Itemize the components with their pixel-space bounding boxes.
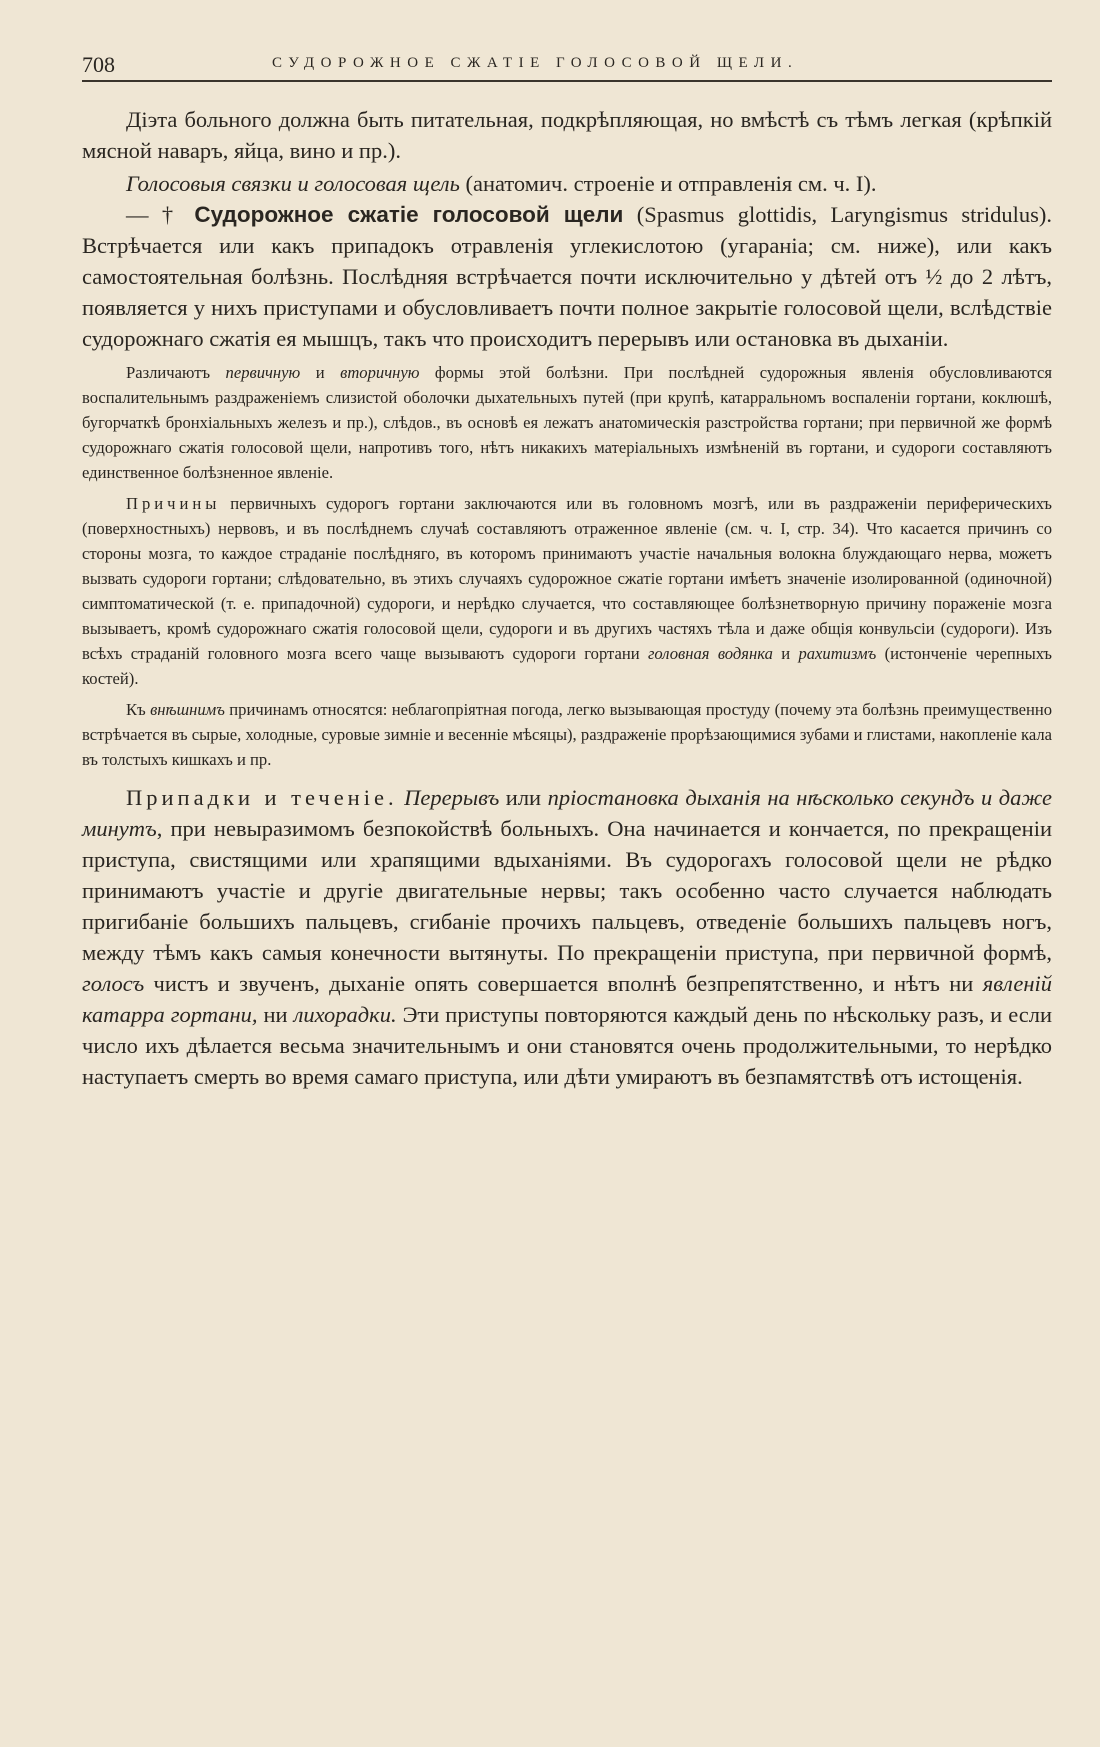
- subheading-causes: Причины: [126, 494, 221, 513]
- paragraph-causes: Причины первичныхъ судорогъ гортани заключаются или въ головномъ мозгѣ, или въ раздраженіи периферическихъ (поверхностныхъ) нервовъ, и въ послѣднемъ случаѣ составляютъ отраженное явленіе (см. ч. I, стр. 34). Что касается причинъ со стороны мозга, то каждое страданіе послѣдняго, въ которомъ принимаютъ участіе начальныя волокна блуждающаго нерва, можетъ вызвать судороги гортани; слѣдовательно, въ этихъ случаяхъ судорожное сжатіе гортани имѣетъ значеніе изолированной (одиночной) симптоматической (т. е. припадочной) судороги, и нерѣдко случается, что составляющее болѣзнетворную причину пораженіе мозга вызываетъ, кромѣ судорожнаго сжатія голосовой щели, судороги и въ другихъ частяхъ тѣла и даже общія конвульсіи (судороги). Изъ всѣхъ страданій головного мозга всего чаще вызываютъ судороги гортани головная водянка и рахитизмъ (истонченіе черепныхъ костей).: [82, 494, 1052, 688]
- paragraph-diet: Діэта больного должна быть питательная, подкрѣпляющая, но вмѣстѣ съ тѣмъ легкая (крѣпкій мясной наваръ, яйца, вино и пр.).: [82, 107, 1052, 163]
- page-number: 708: [82, 52, 115, 77]
- article-heading: Судорожное сжатіе голосовой щели: [194, 202, 624, 227]
- running-title: СУДОРОЖНОЕ СЖАТІЕ ГОЛОСОВОЙ ЩЕЛИ.: [272, 55, 799, 71]
- dagger-mark: — †: [126, 202, 195, 227]
- paragraph-symptoms: Припадки и теченіе. Перерывъ или пріостановка дыханія на нѣсколько секундъ и даже минутъ, при невыразимомъ безпокойствѣ больныхъ. Она начинается и кончается, по прекращеніи приступа, свистящими или храпящими вдыханіями. Въ судорогахъ голосовой щели не рѣдко принимаютъ участіе и другіе двигательные нервы; такъ особенно часто случается наблюдать пригибаніе большихъ пальцевъ, сгибаніе прочихъ пальцевъ, отведеніе большихъ пальцевъ ногъ, между тѣмъ какъ самыя конечности вытянуты. По прекращеніи приступа, при первичной формѣ, голосъ чистъ и звученъ, дыханіе опять совершается вполнѣ безпрепятственно, и нѣтъ ни явленій катарра гортани, ни лихорадки. Эти приступы повторяются каждый день по нѣскольку разъ, и если число ихъ дѣлается весьма значительнымъ и они становятся очень продолжительными, то нерѣдко наступаетъ смерть во время самаго приступа, или дѣти умираютъ въ безпамятствѣ отъ истощенія.: [82, 785, 1053, 1089]
- page-header: [82, 52, 1052, 82]
- paragraph-external-causes: Къ внѣшнимъ причинамъ относятся: неблагопріятная погода, легко вызывающая простуду (почему эта болѣзнь преимущественно встрѣчается въ сырые, холодные, суровые зимніе и весенніе мѣсяцы), раздраженіе прорѣзающимися зубами и глистами, накопленіе кала въ толстыхъ кишкахъ и пр.: [82, 700, 1052, 769]
- paragraph-vocal-cords: Голосовыя связки и голосовая щель (анатомич. строеніе и отправленія см. ч. I).: [126, 171, 877, 196]
- subheading-symptoms: Припадки и теченіе.: [126, 785, 398, 810]
- paragraph-spasm-intro: — † Судорожное сжатіе голосовой щели (Spasmus glottidis, Laryngismus stridulus). Встрѣчается или какъ припадокъ отравленія углекислотою (угараніа; см. ниже), или какъ самостоятельная болѣзнь. Послѣдняя встрѣчается почти исключительно у дѣтей отъ ½ до 2 лѣтъ, появляется у нихъ приступами и обусловливаетъ почти полное закрытіе голосовой щели, вслѣдствіе судорожнаго сжатія ея мышцъ, такъ что происходитъ перерывъ или остановка въ дыханіи.: [82, 202, 1053, 351]
- section-heading-vocal-cords: Голосовыя связки и голосовая щель: [126, 171, 460, 196]
- paragraph-forms: Различаютъ первичную и вторичную формы этой болѣзни. При послѣдней судорожныя явленія обусловливаются воспалительнымъ раздраженіемъ слизистой оболочки дыхательныхъ путей (при крупѣ, катарральномъ воспаленіи гортани, коклюшѣ, бугорчаткѣ бронхіальныхъ железъ и пр.), слѣдов., въ основѣ ея лежатъ анатомическія разстройства гортани; при первичной же формѣ судорожнаго сжатія голосовой щели, напротивъ того, нѣтъ никакихъ матеріальныхъ измѣненій въ гортани, и судороги составляютъ единственное болѣзненное явленіе.: [82, 363, 1052, 482]
- page-body: [82, 104, 1052, 1092]
